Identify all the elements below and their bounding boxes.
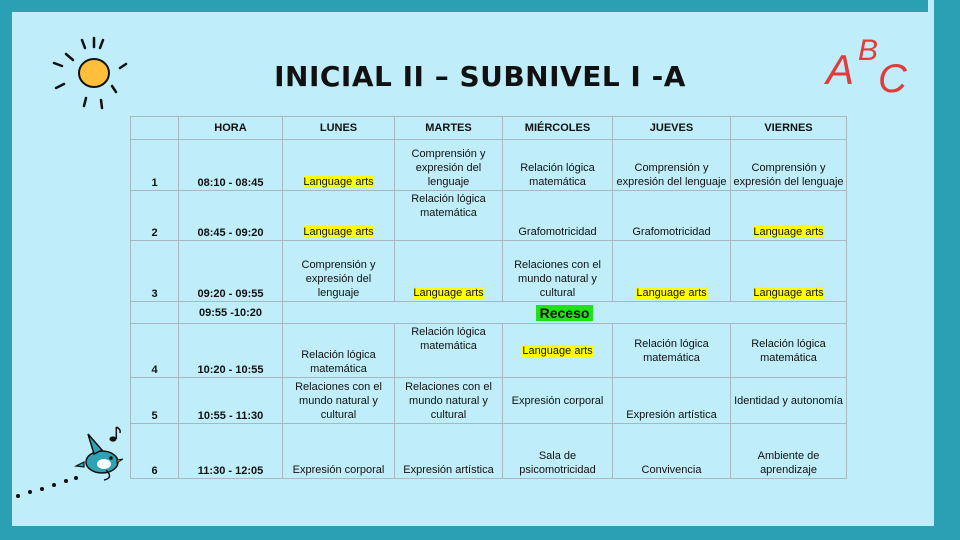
subject-label: Language arts xyxy=(303,176,374,188)
cell-jueves xyxy=(613,191,731,241)
subject-label: Language arts xyxy=(753,226,824,238)
subject-label: Identidad y autonomía xyxy=(734,394,843,407)
subject-label: Relación lógica matemática xyxy=(411,326,486,352)
subject-label: Sala de psicomotricidad xyxy=(519,450,596,476)
row-time: 08:10 - 08:45 xyxy=(179,140,283,191)
subject-label: Comprensión y expresión del lenguaje xyxy=(301,259,376,299)
header-martes: MARTES xyxy=(395,117,503,140)
cell-jueves xyxy=(613,324,731,378)
subject-label: Comprensión y expresión del lenguaje xyxy=(733,162,844,188)
header-jueves: JUEVES xyxy=(613,117,731,140)
table-row xyxy=(131,378,847,424)
cell-lunes xyxy=(283,424,395,479)
subject-label: Convivencia xyxy=(641,464,702,476)
cell-martes xyxy=(395,140,503,191)
subject-label: Relaciones con el mundo natural y cultural xyxy=(514,259,601,299)
header-num xyxy=(131,117,179,140)
subject-label: Language arts xyxy=(636,287,707,299)
table-row xyxy=(131,241,847,302)
subject-label: Language arts xyxy=(413,287,484,299)
header-lunes: LUNES xyxy=(283,117,395,140)
music-note-icon xyxy=(108,424,124,444)
cell-martes xyxy=(395,424,503,479)
table-row xyxy=(131,324,847,378)
header-viernes: VIERNES xyxy=(731,117,847,140)
cell-martes xyxy=(395,324,503,378)
subject-label: Expresión artística xyxy=(403,464,494,476)
abc-letter-b: B xyxy=(858,34,879,67)
cell-miercoles xyxy=(503,378,613,424)
cell-miercoles xyxy=(503,424,613,479)
abc-icon xyxy=(822,24,922,104)
cell-jueves xyxy=(613,424,731,479)
cell-viernes xyxy=(731,140,847,191)
cell-viernes xyxy=(731,191,847,241)
cell-miercoles xyxy=(503,241,613,302)
header-hora: HORA xyxy=(179,117,283,140)
subject-label: Relaciones con el mundo natural y cultural xyxy=(405,381,492,421)
cell-martes xyxy=(395,241,503,302)
header-miercoles: MIÉRCOLES xyxy=(503,117,613,140)
cell-lunes xyxy=(283,324,395,378)
subject-label: Comprensión y expresión del lenguaje xyxy=(616,162,727,188)
cell-lunes xyxy=(283,191,395,241)
subject-label: Relaciones con el mundo natural y cultural xyxy=(295,381,382,421)
cell-viernes xyxy=(731,424,847,479)
subject-label: Ambiente de aprendizaje xyxy=(757,450,820,476)
table-row xyxy=(131,191,847,241)
table-row xyxy=(131,424,847,479)
row-number: 5 xyxy=(131,378,179,424)
row-time: 10:20 - 10:55 xyxy=(179,324,283,378)
row-time: 10:55 - 11:30 xyxy=(179,378,283,424)
subject-label: Grafomotricidad xyxy=(632,226,711,238)
cell-jueves xyxy=(613,241,731,302)
subject-label: Relación lógica matemática xyxy=(520,162,595,188)
cell-viernes xyxy=(731,241,847,302)
cell-miercoles xyxy=(503,140,613,191)
receso-label: Receso xyxy=(536,305,594,321)
cell-jueves xyxy=(613,378,731,424)
cell-lunes xyxy=(283,241,395,302)
cell-martes xyxy=(395,378,503,424)
row-time: 11:30 - 12:05 xyxy=(179,424,283,479)
subject-label: Expresión artística xyxy=(626,409,717,421)
subject-label: Expresión corporal xyxy=(292,464,385,476)
row-number: 4 xyxy=(131,324,179,378)
receso-num-cell xyxy=(131,302,179,324)
subject-label: Relación lógica matemática xyxy=(301,349,376,375)
subject-label: Grafomotricidad xyxy=(518,226,597,238)
receso-time: 09:55 -10:20 xyxy=(179,302,283,324)
subject-label: Language arts xyxy=(753,287,824,299)
abc-letter-c: C xyxy=(878,57,907,101)
subject-label: Expresión corporal xyxy=(511,394,604,407)
receso-cell xyxy=(283,302,847,324)
cell-viernes xyxy=(731,324,847,378)
subject-label: Comprensión y expresión del lenguaje xyxy=(411,148,486,188)
cell-jueves xyxy=(613,140,731,191)
row-number: 6 xyxy=(131,424,179,479)
subject-label: Language arts xyxy=(303,226,374,238)
subject-label: Relación lógica matemática xyxy=(634,337,709,364)
receso-row xyxy=(131,302,847,324)
cell-miercoles xyxy=(503,324,613,378)
cell-martes xyxy=(395,191,503,241)
row-time: 08:45 - 09:20 xyxy=(179,191,283,241)
page-title: INICIAL II – SUBNIVEL I -A xyxy=(274,60,686,93)
row-time: 09:20 - 09:55 xyxy=(179,241,283,302)
frame-top xyxy=(0,0,960,12)
schedule-table xyxy=(130,116,847,479)
row-number: 2 xyxy=(131,191,179,241)
cell-viernes xyxy=(731,378,847,424)
subject-label: Language arts xyxy=(522,344,593,357)
frame-bottom xyxy=(0,526,960,540)
row-number: 1 xyxy=(131,140,179,191)
cell-lunes xyxy=(283,140,395,191)
cell-miercoles xyxy=(503,191,613,241)
table-row xyxy=(131,140,847,191)
subject-label: Relación lógica matemática xyxy=(411,193,486,219)
row-number: 3 xyxy=(131,241,179,302)
cell-lunes xyxy=(283,378,395,424)
table-header-row xyxy=(131,117,847,140)
subject-label: Relación lógica matemática xyxy=(751,337,826,364)
abc-letter-a: A xyxy=(826,46,855,93)
